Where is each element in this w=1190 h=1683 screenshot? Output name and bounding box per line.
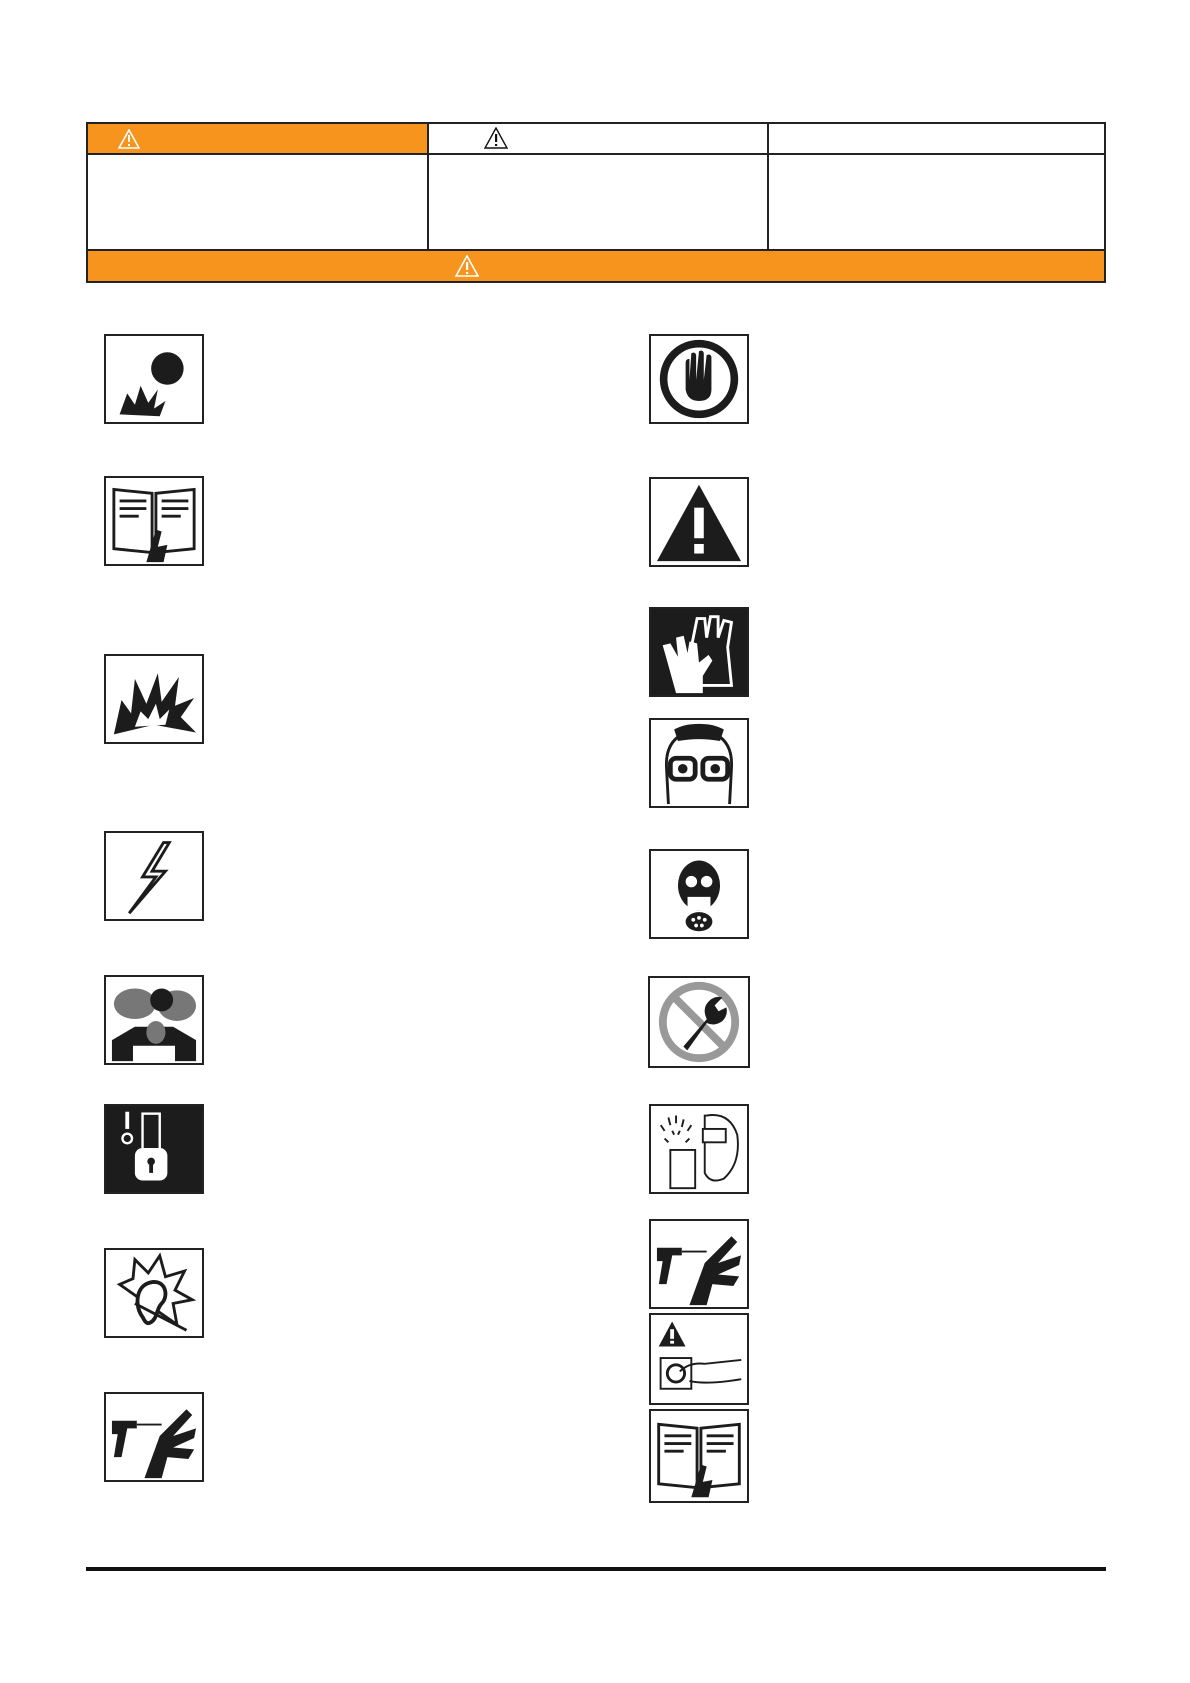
no-modification-icon xyxy=(648,976,750,1068)
injection-hazard-icon xyxy=(104,1392,204,1482)
stop-hand-icon xyxy=(649,334,749,424)
warning-header-cell xyxy=(88,124,429,155)
injection-hazard-icon xyxy=(649,1219,749,1309)
lockout-icon xyxy=(104,1104,204,1194)
fire-explosion-icon xyxy=(104,654,204,744)
notice-body-cell xyxy=(769,155,1104,251)
pressure-relief-icon xyxy=(649,1313,749,1405)
noise-hazard-icon xyxy=(104,1248,204,1338)
read-manual-icon xyxy=(104,476,204,566)
protective-gloves-icon xyxy=(649,607,749,697)
general-warning-icon xyxy=(649,477,749,567)
electric-shock-icon xyxy=(104,831,204,921)
footer-rule xyxy=(86,1567,1106,1571)
signal-word-table xyxy=(86,122,1106,283)
caution-header-cell xyxy=(429,124,769,155)
warning-banner xyxy=(88,251,1104,281)
respirator-icon xyxy=(649,849,749,939)
toxic-fumes-icon xyxy=(104,975,204,1065)
spray-splash-icon xyxy=(649,1104,749,1194)
warning-triangle-icon xyxy=(118,129,140,149)
notice-header-cell xyxy=(769,124,1104,155)
safety-glasses-icon xyxy=(649,718,749,808)
read-manual-icon xyxy=(649,1409,749,1503)
caution-triangle-icon xyxy=(484,127,508,149)
explosion-hazard-icon xyxy=(104,334,204,424)
warning-triangle-icon xyxy=(455,255,479,277)
warning-body-cell xyxy=(88,155,429,251)
caution-body-cell xyxy=(429,155,769,251)
